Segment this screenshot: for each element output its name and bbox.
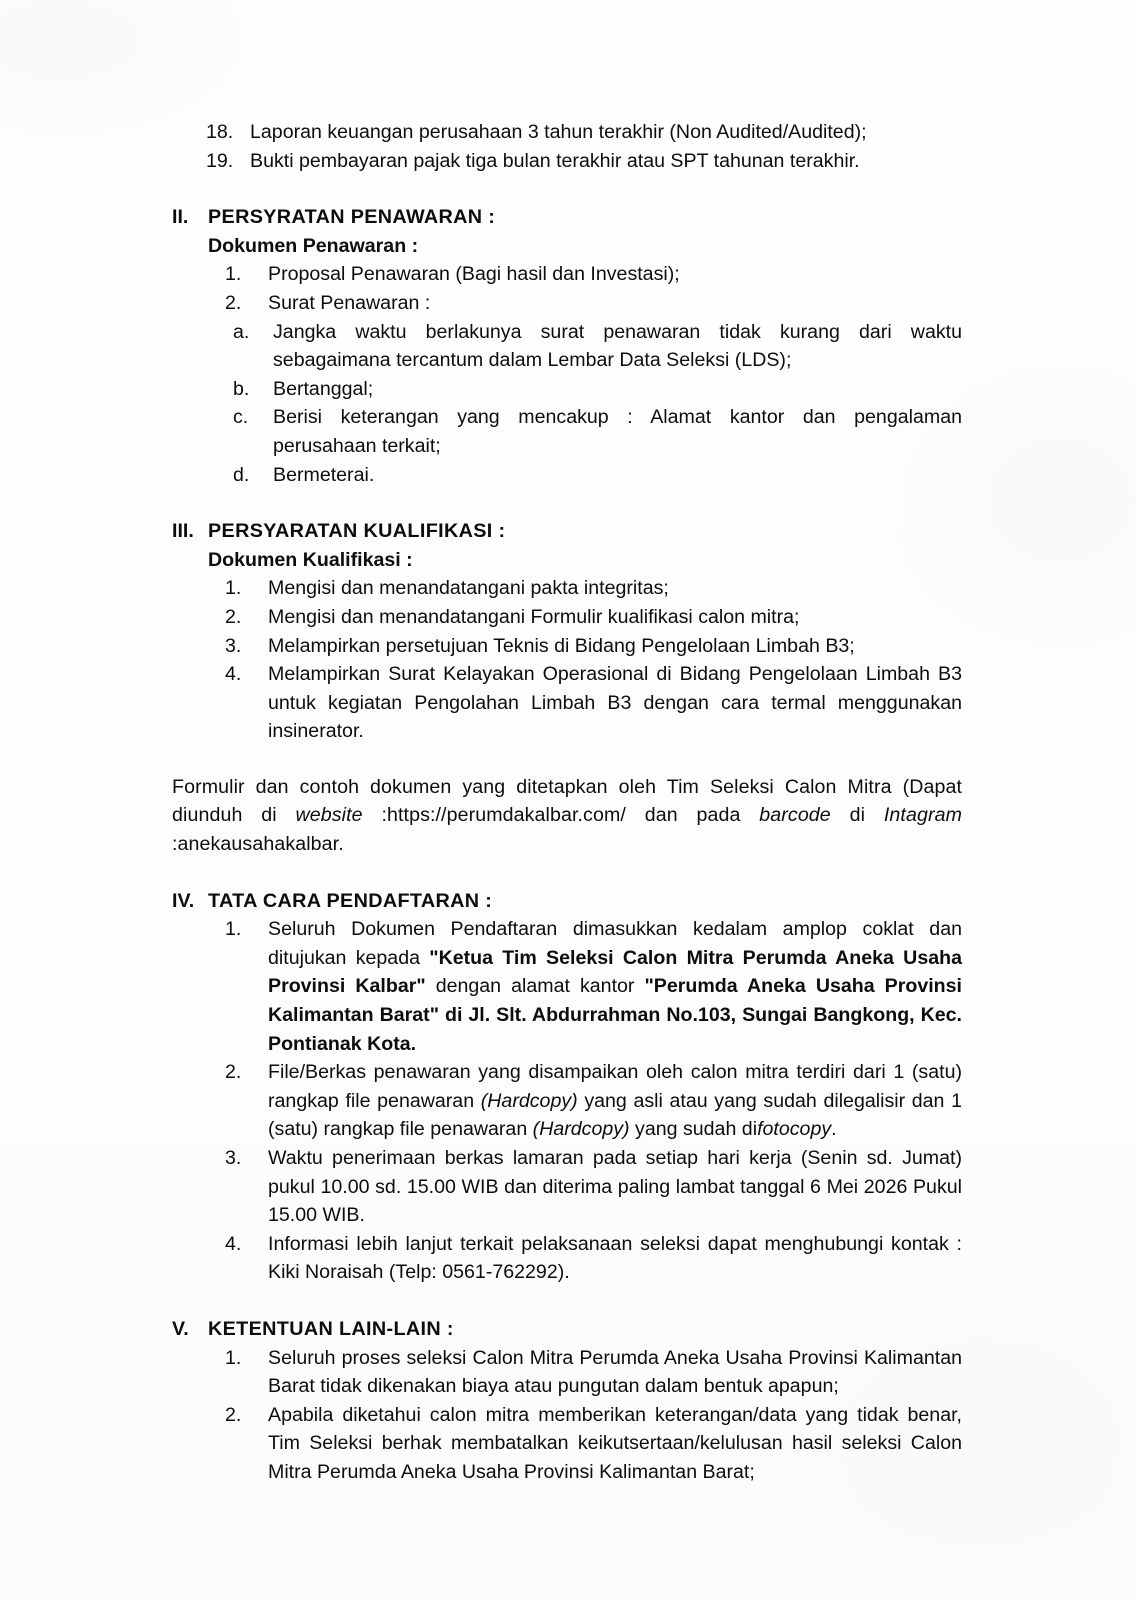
section-v <box>172 1315 962 1487</box>
instagram-handle: :anekausahakalbar. <box>172 833 344 856</box>
hardcopy-term-1: (Hardcopy) <box>480 1089 578 1112</box>
sub-list-marker: b. <box>233 377 250 400</box>
list-item <box>225 289 962 318</box>
list-item-text <box>268 1058 962 1144</box>
list-item <box>225 1230 962 1287</box>
paragraph-part-1: Formulir dan contoh dokumen yang ditetapkan oleh Tim Seleksi Calon Mitra (Dapat diunduh di <box>172 775 962 827</box>
list-item <box>225 1344 962 1401</box>
section-numeral: IV. <box>172 889 195 912</box>
sub-list-item <box>233 375 962 404</box>
list-item <box>225 574 962 603</box>
section-body <box>208 203 962 489</box>
list-item-text: Waktu penerimaan berkas lamaran pada setiap hari kerja (Senin sd. Jumat) pukul 10.00 sd. 15.00 WIB dan diterima paling lambat tanggal 6 Mei 2026 Pukul 15.00 WIB. <box>268 1147 962 1227</box>
list-item-text: Melampirkan persetujuan Teknis di Bidang Pengelolaan Limbah B3; <box>268 634 855 657</box>
item1-text-1: Seluruh Dokumen Pendaftaran dimasukkan kedalam amplop coklat dan ditujukan kepada <box>268 918 962 969</box>
list-item-text: Informasi lebih lanjut terkait pelaksanaan seleksi dapat menghubungi kontak : Kiki Noraisah (Telp: 0561-762292). <box>268 1232 962 1284</box>
list-item <box>225 915 962 1058</box>
item2-text-3: yang sudah di <box>629 1118 758 1141</box>
section-numeral: II. <box>172 206 189 229</box>
sub-list-marker: c. <box>233 406 249 429</box>
list-marker: 2. <box>225 605 242 628</box>
list-marker: 1. <box>225 1346 242 1369</box>
hardcopy-term-2: (Hardcopy) <box>532 1118 630 1141</box>
list-item-text: Laporan keuangan perusahaan 3 tahun terakhir (Non Audited/Audited); <box>250 121 867 143</box>
list-marker: 2. <box>225 1061 242 1084</box>
list-item-text: Mengisi dan menandatangani pakta integritas; <box>268 577 669 600</box>
list-marker: 4. <box>225 1232 242 1255</box>
section-subtitle: Dokumen Kualifikasi : <box>208 548 413 571</box>
list-item <box>225 1401 962 1487</box>
list-item-text: Seluruh proses seleksi Calon Mitra Perumda Aneka Usaha Provinsi Kalimantan Barat tidak dikenakan biaya atau pungutan dalam bentuk apapun; <box>268 1346 962 1398</box>
list-marker: 4. <box>225 663 242 686</box>
list-item-text: Bukti pembayaran pajak tiga bulan terakhir atau SPT tahunan terakhir. <box>250 149 860 172</box>
sub-list-item-text: Bermeterai. <box>273 463 375 486</box>
section-title: TATA CARA PENDAFTARAN : <box>208 889 493 912</box>
list-marker: 1. <box>225 918 242 941</box>
list-item-text: Mengisi dan menandatangani Formulir kualifikasi calon mitra; <box>268 605 800 628</box>
section-iv <box>172 887 962 1287</box>
recipient-name: "Ketua Tim Seleksi Calon Mitra Perumda Aneka Usaha Provinsi Kalbar" <box>268 946 962 998</box>
sub-list-item-text: Jangka waktu berlakunya surat penawaran tidak kurang dari waktu sebagaimana tercantum dalam Lembar Data Seleksi (LDS); <box>273 320 962 372</box>
section-body <box>208 1315 962 1487</box>
list-item <box>225 603 962 632</box>
website-url: :https://perumdakalbar.com/ dan pada <box>362 804 760 827</box>
list-marker: 19. <box>206 149 234 172</box>
list-item <box>225 260 962 289</box>
item1-text-2: dengan alamat kantor <box>425 975 645 998</box>
sub-list-marker: d. <box>233 463 250 486</box>
list-item-text: Apabila diketahui calon mitra memberikan keterangan/data yang tidak benar, Tim Seleksi berhak membatalkan keikutsertaan/kelulusan hasil seleksi Calon Mitra Perumda Aneka Usaha Provinsi Kalimantan Barat; <box>268 1403 962 1483</box>
document-content <box>172 118 962 1487</box>
list-marker: 3. <box>225 1147 242 1169</box>
item2-text-1: File/Berkas penawaran yang disampaikan oleh calon mitra terdiri dari 1 (satu) rangkap file penawaran <box>268 1061 962 1112</box>
fotocopy-term: fotocopy <box>757 1118 832 1141</box>
list-item-text: Melampirkan Surat Kelayakan Operasional di Bidang Pengelolaan Limbah B3 untuk kegiatan Pengolahan Limbah B3 dengan cara termal menggunakan insinerator. <box>268 663 962 743</box>
continued-list <box>172 118 962 175</box>
list-item <box>225 632 962 661</box>
item2-text-4: . <box>831 1118 837 1141</box>
section-iii <box>172 517 962 746</box>
section-body <box>208 887 962 1287</box>
section-title: KETENTUAN LAIN-LAIN : <box>208 1317 454 1340</box>
list-item <box>225 1058 962 1144</box>
list-item-text: Surat Penawaran : <box>268 291 431 314</box>
list-marker: 1. <box>225 577 242 600</box>
section-title: PERSYARATAN KUALIFIKASI : <box>208 520 506 543</box>
section-ii <box>172 203 962 489</box>
sub-list-item-text: Bertanggal; <box>273 377 374 400</box>
section-title: PERSYRATAN PENAWARAN : <box>208 206 496 229</box>
list-marker: 18. <box>206 121 234 143</box>
paragraph-part-2: di <box>830 804 884 827</box>
list-item <box>206 118 962 147</box>
sub-list-marker: a. <box>233 320 250 343</box>
section-numeral: V. <box>172 1317 189 1340</box>
list-marker: 2. <box>225 1403 242 1426</box>
sub-list-item <box>233 403 962 460</box>
list-item <box>206 147 962 176</box>
list-item <box>225 1144 962 1230</box>
word-intagram: Intagram <box>883 804 962 827</box>
office-address: "Perumda Aneka Usaha Provinsi Kalimantan Barat" di Jl. Slt. Abdurrahman No.103, Sungai Bangkong, Kec. Pontianak Kota. <box>268 975 962 1055</box>
section-body <box>208 517 962 746</box>
sub-list-item-text: Berisi keterangan yang mencakup : Alamat kantor dan pengalaman perusahaan terkait; <box>273 406 962 457</box>
word-website: website <box>295 804 363 827</box>
list-marker: 3. <box>225 634 242 657</box>
list-marker: 2. <box>225 291 242 314</box>
list-item <box>225 660 962 746</box>
list-marker: 1. <box>225 263 242 286</box>
sub-list-item <box>233 461 962 490</box>
sub-list-item <box>233 318 962 375</box>
word-barcode: barcode <box>759 804 831 827</box>
download-info-paragraph <box>172 773 962 859</box>
list-item-text: Proposal Penawaran (Bagi hasil dan Investasi); <box>268 263 680 286</box>
item2-text-2: yang asli atau yang sudah dilegalisir dan 1 (satu) rangkap file penawaran <box>268 1089 962 1141</box>
section-numeral: III. <box>172 520 194 543</box>
section-subtitle: Dokumen Penawaran : <box>208 234 419 257</box>
list-item-text <box>268 915 962 1058</box>
